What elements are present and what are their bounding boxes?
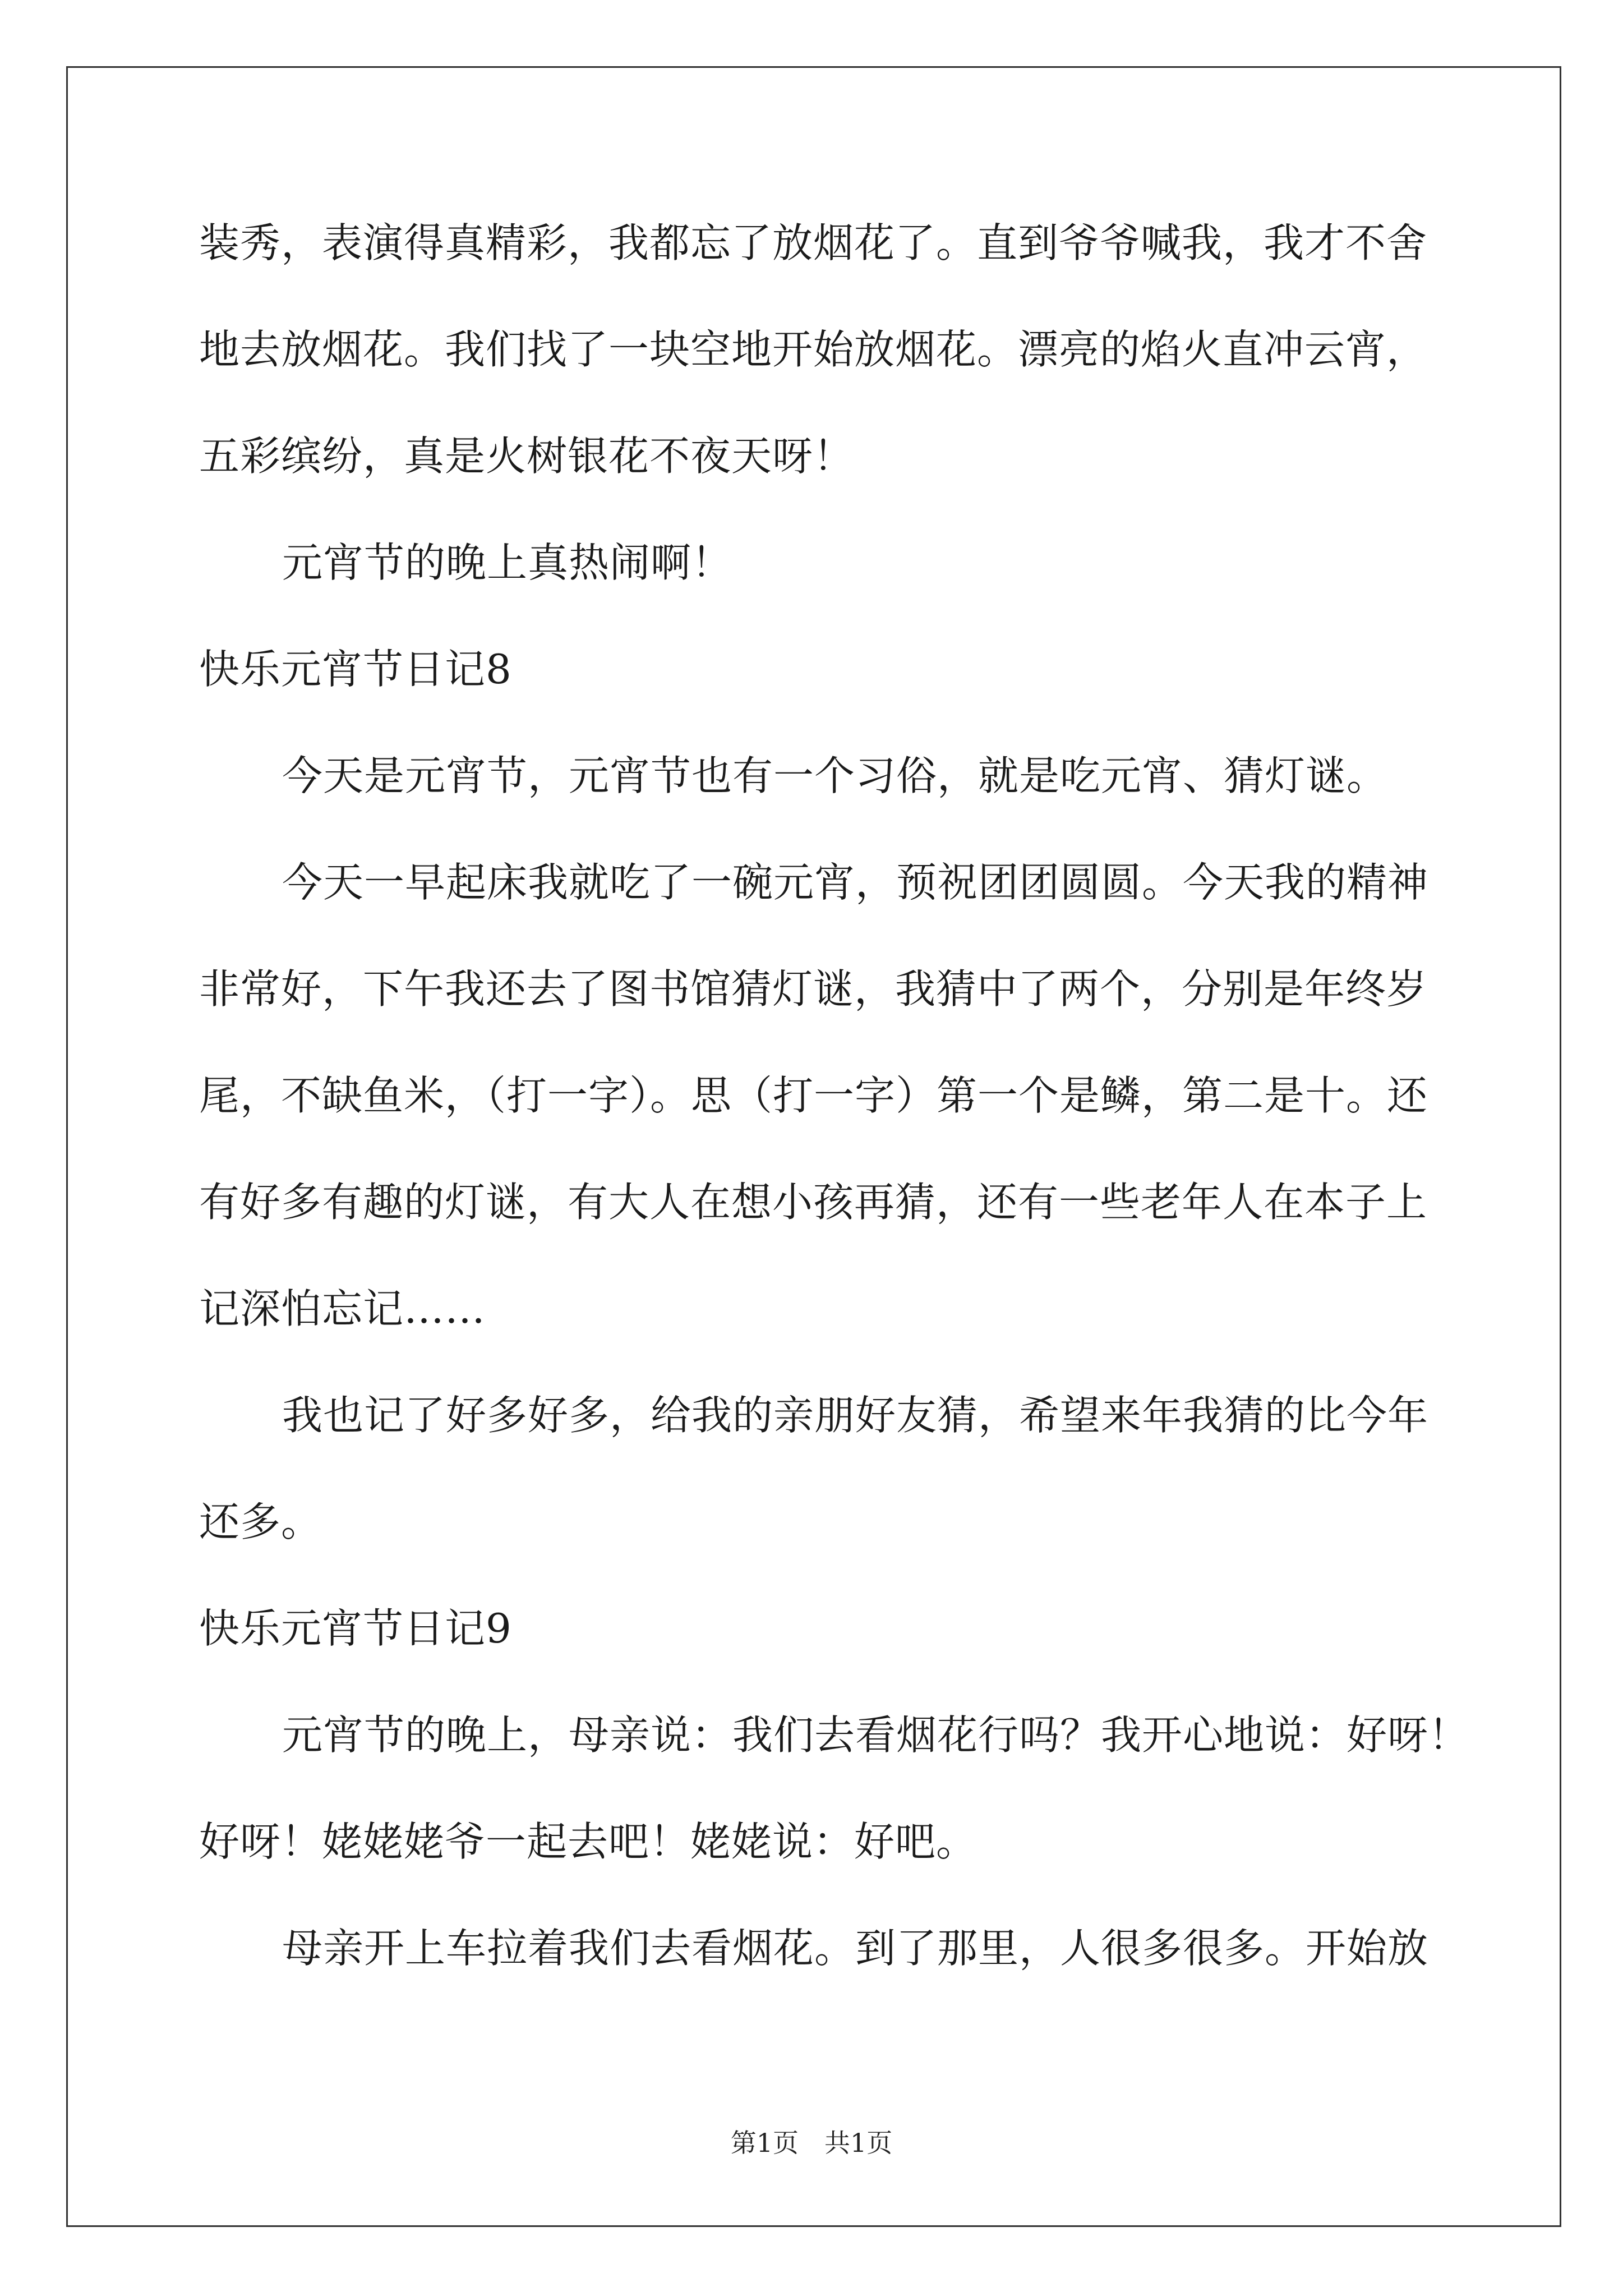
paragraph-line: 五彩缤纷，真是火树银花不夜天呀！: [199, 432, 855, 480]
paragraph-line: 还多。: [199, 1498, 322, 1545]
paragraph-line: 有好多有趣的灯谜，有大人在想小孩再猜，还有一些老年人在本子上: [199, 1179, 1428, 1226]
paragraph-line: 非常好，下午我还去了图书馆猜灯谜，我猜中了两个，分别是年终岁: [199, 965, 1428, 1013]
paragraph-line: 好呀！姥姥姥爷一起去吧！姥姥说：好吧。: [199, 1818, 978, 1865]
page-border: [66, 66, 1561, 2227]
paragraph-line: 地去放烟花。我们找了一块空地开始放烟花。漂亮的焰火直冲云宵，: [199, 326, 1428, 373]
page-number-footer: 第1页 共1页: [730, 2128, 893, 2158]
paragraph-line: 元宵节的晚上，母亲说：我们去看烟花行吗？我开心地说：好呀！: [282, 1711, 1470, 1759]
paragraph-line: 我也记了好多好多，给我的亲朋好友猜，希望来年我猜的比今年: [282, 1392, 1429, 1439]
paragraph-line: 今天是元宵节，元宵节也有一个习俗，就是吃元宵、猜灯谜。: [282, 752, 1388, 799]
section-heading: 快乐元宵节日记9: [199, 1605, 512, 1652]
paragraph-line: 记深怕忘记……: [199, 1285, 486, 1332]
paragraph-line: 母亲开上车拉着我们去看烟花。到了那里，人很多很多。开始放: [282, 1925, 1429, 1972]
paragraph-line: 元宵节的晚上真热闹啊！: [282, 539, 733, 586]
paragraph-line: 尾，不缺鱼米，（打一字）。思（打一字）第一个是鳞，第二是十。还: [199, 1072, 1428, 1119]
paragraph-line: 今天一早起床我就吃了一碗元宵，预祝团团圆圆。今天我的精神: [282, 859, 1429, 906]
paragraph-line: 装秀，表演得真精彩，我都忘了放烟花了。直到爷爷喊我，我才不舍: [199, 219, 1428, 266]
section-heading: 快乐元宵节日记8: [199, 646, 512, 693]
